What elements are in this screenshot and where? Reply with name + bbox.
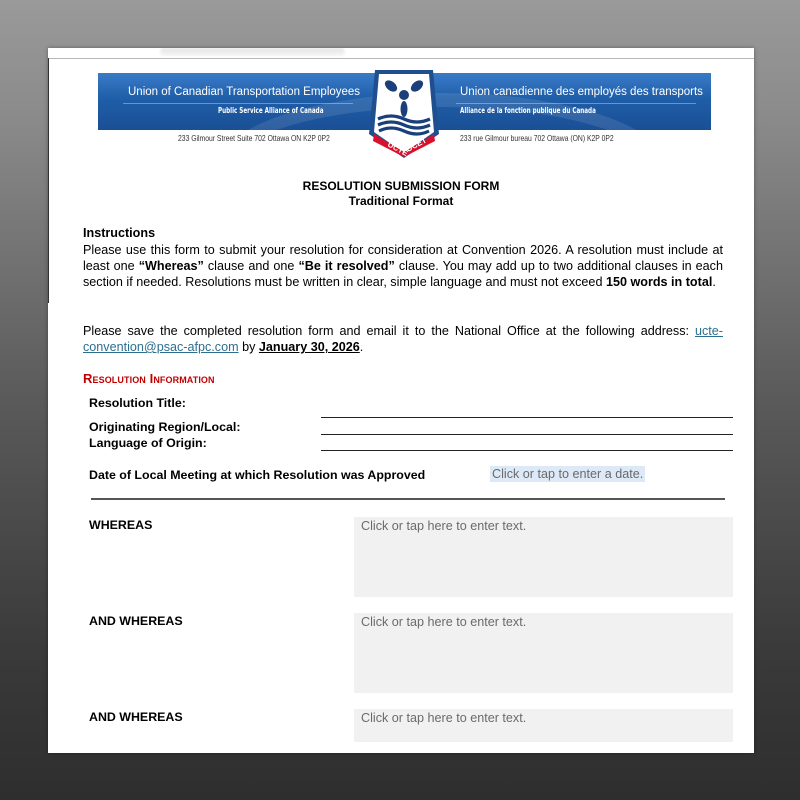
org-name-fr: Union canadienne des employés des transports [460,86,703,98]
instructions-heading: Instructions [83,226,156,240]
parent-org-fr: Alliance de la fonction publique du Canada [460,106,596,115]
address-fr: 233 rue Gilmour bureau 702 Ottawa (ON) K2P 0P2 [460,133,614,143]
instr-whereas: “Whereas” [138,259,204,273]
form-title: RESOLUTION SUBMISSION FORM [302,179,500,193]
instructions-paragraph [83,242,723,290]
parent-org-en: Public Service Alliance of Canada [218,106,324,115]
banner-rule-left [123,103,353,104]
instr-word-limit: 150 words in total [605,275,713,289]
resolution-info-heading: Resolution Information [83,371,215,386]
deadline-date: January 30, 2026 [258,340,360,354]
org-name-en: Union of Canadian Transportation Employees [128,86,361,98]
submission-paragraph [83,323,723,355]
meeting-date-label: Date of Local Meeting at which Resolution was Approved [89,468,426,482]
union-crest-logo [365,64,443,160]
resolution-title-label: Resolution Title: [89,396,186,410]
instr-text: . [712,275,716,289]
meeting-date-picker[interactable]: Click or tap to enter a date. [492,467,644,481]
language-field[interactable] [321,450,733,451]
instr-resolved: “Be it resolved” [298,259,395,273]
page-top-strip [48,48,754,59]
clause-label: AND WHEREAS [89,710,183,724]
region-local-field[interactable] [321,434,733,435]
document-page [48,48,754,753]
language-label: Language of Origin: [89,436,207,450]
submission-text: . [359,340,364,354]
submission-text: Please save the completed resolution form and email it to the National Office at the following address: [83,324,695,338]
banner-rule-right [456,103,696,104]
and-whereas-text-field[interactable]: Click or tap here to enter text. [354,709,733,742]
clause-label: AND WHEREAS [89,614,183,628]
crest-text-left: UCTE [386,139,410,158]
form-subtitle: Traditional Format [348,194,454,208]
instr-text: Please use this form to submit your resolution for consideration at Convention 2026. A resolution must include at least one [83,243,723,273]
resolution-title-field[interactable] [321,417,733,418]
section-divider [91,498,725,500]
submission-text: by [238,340,259,354]
and-whereas-text-field[interactable]: Click or tap here to enter text. [354,613,733,693]
whereas-text-field[interactable]: Click or tap here to enter text. [354,517,733,597]
instr-text: clause. You may add up to two additional clauses in each section if needed. Resolutions must be written in clear, simple language and must not exceed [83,259,723,289]
blurred-header-area [160,48,345,56]
crest-text-right: UCET [404,135,429,154]
region-local-label: Originating Region/Local: [89,420,241,434]
clause-label: WHEREAS [89,518,153,532]
email-link[interactable]: ucte-convention@psac-afpc.com [83,324,723,354]
instr-text: clause and one [203,259,299,273]
address-en: 233 Gilmour Street Suite 702 Ottawa ON K2P 0P2 [178,133,330,143]
